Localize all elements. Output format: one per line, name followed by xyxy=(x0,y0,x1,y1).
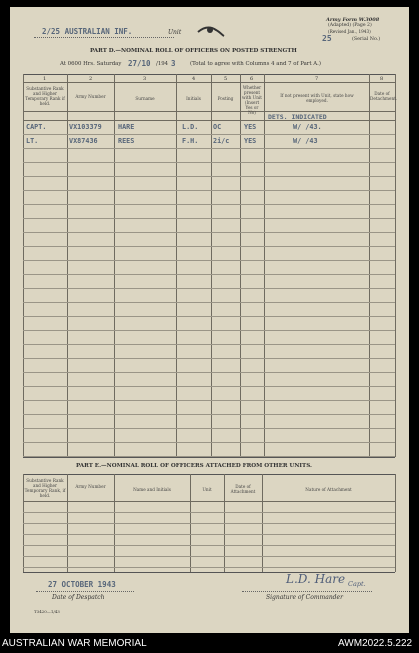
row-rule xyxy=(23,176,395,177)
row-rule xyxy=(23,358,395,359)
row-rule xyxy=(23,512,395,513)
row-rule xyxy=(23,545,395,546)
part-e-col-army-number: Army Number xyxy=(75,484,106,489)
part-e-top-border xyxy=(23,474,395,475)
row-rule xyxy=(23,232,395,233)
row-rule xyxy=(23,567,395,568)
table-top-border xyxy=(23,74,395,75)
part-d-year-suffix: /194 xyxy=(156,61,169,67)
col-header-initials: Initials xyxy=(186,96,201,101)
row-rule xyxy=(23,204,395,205)
archive-caption-left: AUSTRALIAN WAR MEMORIAL xyxy=(2,638,147,649)
despatch-label: Date of Despatch xyxy=(52,594,105,601)
row-rule xyxy=(23,386,395,387)
col-number: 6 xyxy=(250,76,254,82)
col-header-employed: If not present with Unit, state how employed. xyxy=(280,93,354,103)
col-number: 2 xyxy=(89,76,93,82)
row-2-surname: REES xyxy=(118,137,135,145)
col-number: 8 xyxy=(380,76,384,82)
col-number: 7 xyxy=(315,76,319,82)
row-rule xyxy=(23,274,395,275)
row-2-rank: LT. xyxy=(26,137,39,145)
part-d-at-prefix: At 0600 Hrs. Saturday xyxy=(60,61,122,67)
serial-label: (Serial No.) xyxy=(352,37,381,42)
row-2-initials: F.H. xyxy=(182,137,199,145)
row-2-army-number: VX87436 xyxy=(69,137,98,145)
row-1-surname: HARE xyxy=(118,123,135,131)
row-1-rank: CAPT. xyxy=(26,123,47,131)
row-rule xyxy=(23,372,395,373)
col-header-rank: Substantive Rank and Higher Temporary Rank if held. xyxy=(25,86,65,106)
row-rule xyxy=(23,134,395,135)
row-rule xyxy=(23,162,395,163)
row-rule xyxy=(23,523,395,524)
archive-caption-bar xyxy=(0,633,419,653)
row-rule xyxy=(23,246,395,247)
part-e-col-nature: Nature of Attachment xyxy=(305,487,352,492)
row-rule xyxy=(23,288,395,289)
row-rule xyxy=(23,344,395,345)
commander-signature: L.D. Hare xyxy=(286,572,346,586)
col-number: 4 xyxy=(192,76,196,82)
row-rule xyxy=(23,534,395,535)
row-2-employed: W/ /43 xyxy=(293,137,318,145)
row-0-employed: DETS. INDICATED xyxy=(268,113,327,121)
part-d-title: PART D.—NOMINAL ROLL OF OFFICERS ON POSTED STRENGTH xyxy=(90,48,297,54)
row-rule xyxy=(23,260,395,261)
row-rule xyxy=(23,414,395,415)
row-2-posting: 2i/c xyxy=(213,137,230,145)
form-revised: (Revised Jan., 1943) xyxy=(328,29,371,34)
part-e-col-unit: Unit xyxy=(202,487,212,492)
row-rule xyxy=(23,302,395,303)
form-page xyxy=(10,7,409,633)
signature-label: Signature of Commander xyxy=(266,594,343,601)
unit-underline xyxy=(34,37,174,38)
part-d-date: 27/10 xyxy=(128,59,151,68)
form-adapted: (Adapted) (Page 2) xyxy=(328,23,372,28)
despatch-date: 27 OCTOBER 1943 xyxy=(48,580,116,589)
despatch-underline xyxy=(36,591,134,592)
col-number: 5 xyxy=(224,76,228,82)
row-rule xyxy=(23,556,395,557)
unit-label: Unit xyxy=(168,29,182,36)
column-divider xyxy=(395,74,396,457)
serial-value: 25 xyxy=(322,34,332,43)
col-number: 3 xyxy=(143,76,147,82)
part-d-agree-note: (Total to agree with Columns 4 and 7 of Part A.) xyxy=(190,61,321,67)
row-rule xyxy=(23,218,395,219)
row-rule xyxy=(23,428,395,429)
row-1-present: YES xyxy=(244,123,257,131)
row-2-present: YES xyxy=(244,137,257,145)
col-header-posting: Posting xyxy=(217,96,234,101)
part-e-header-rule xyxy=(23,501,395,502)
row-rule xyxy=(23,442,395,443)
row-1-employed: W/ /43. xyxy=(293,123,322,131)
row-rule xyxy=(23,456,395,457)
row-rule xyxy=(23,148,395,149)
table-bottom-border xyxy=(23,457,395,458)
row-1-initials: L.D. xyxy=(182,123,199,131)
col-header-present: Whether present with Unit (Insert Yes or No) xyxy=(242,85,262,115)
part-e-title: PART E.—NOMINAL ROLL OF OFFICERS ATTACHED FROM OTHER UNITS. xyxy=(76,463,313,469)
first-row-rule xyxy=(23,120,395,121)
col-number-rule xyxy=(23,82,395,83)
column-divider xyxy=(395,474,396,572)
part-e-col-rank: Substantive Rank and Higher Temporary Rank, if held. xyxy=(24,478,66,498)
part-e-col-attach-date: Date of Attachment xyxy=(230,484,256,494)
archive-caption-right: AWM2022.5.222 xyxy=(338,638,413,649)
signature-underline xyxy=(242,591,372,592)
col-number: 1 xyxy=(43,76,47,82)
col-header-rule xyxy=(23,111,395,112)
ink-mark xyxy=(196,23,226,42)
part-e-col-name: Name and Initials xyxy=(133,487,171,492)
unit-value: 2/25 AUSTRALIAN INF. xyxy=(42,27,133,36)
col-header-surname: Surname xyxy=(135,96,155,101)
row-1-posting: OC xyxy=(213,123,222,131)
form-title: Army Form W.3008 xyxy=(326,17,380,23)
row-rule xyxy=(23,330,395,331)
col-header-detachment-date: Date of Detachment. xyxy=(370,91,398,101)
row-rule xyxy=(23,190,395,191)
row-rule xyxy=(23,316,395,317)
part-d-year: 3 xyxy=(171,59,176,68)
row-1-army-number: VX103379 xyxy=(69,123,102,131)
print-code: T3420—1/43 xyxy=(34,609,60,614)
commander-rank: Capt. xyxy=(348,580,366,588)
row-rule xyxy=(23,400,395,401)
col-header-army-number: Army Number xyxy=(75,94,106,99)
